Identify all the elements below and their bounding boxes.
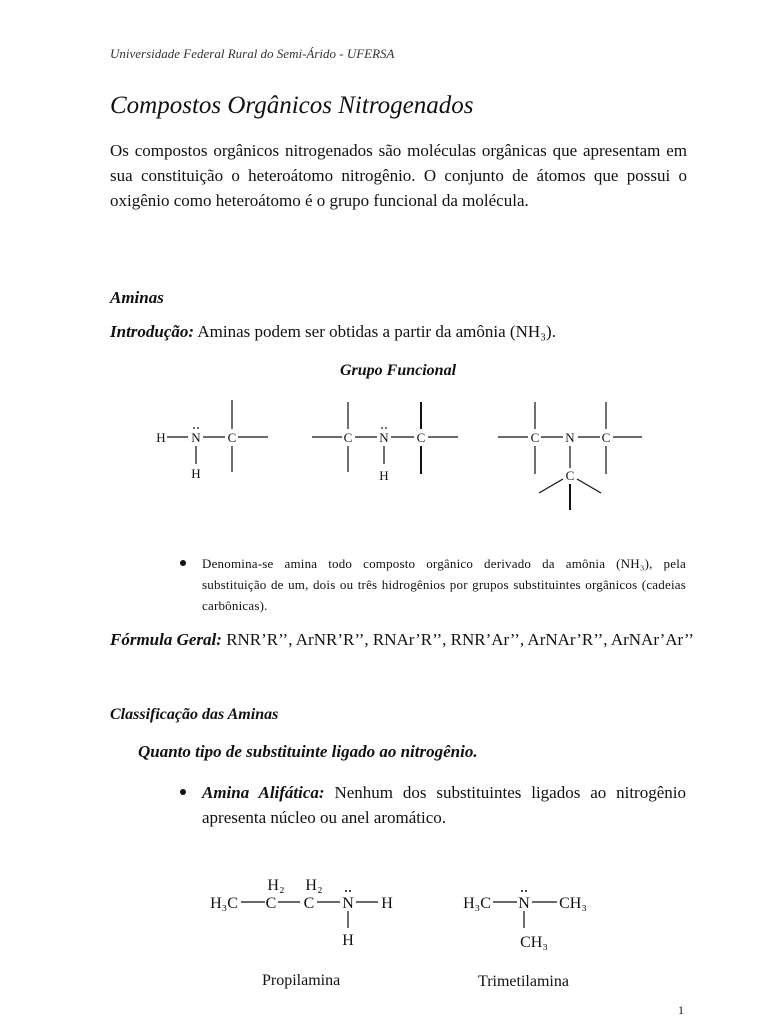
- formula-geral-label: Fórmula Geral:: [110, 630, 222, 649]
- formula-geral-text: RNR’R’’, ArNR’R’’, RNAr’R’’, RNR’Ar’’, ArNAr’R’’, ArNAr’Ar’’: [221, 630, 694, 649]
- atom-h3c: H₃C: [210, 895, 238, 912]
- page-number: 1: [678, 1003, 684, 1017]
- atom-c: C: [601, 430, 611, 445]
- atom-h2: H₂: [305, 877, 323, 894]
- atom-n: N: [379, 430, 389, 445]
- atom-h: H: [379, 468, 389, 483]
- formula-geral-line: [110, 630, 694, 650]
- page-title: Compostos Orgânicos Nitrogenados: [110, 92, 474, 119]
- introducao-text: Aminas podem ser obtidas a partir da amônia (NH₃).: [194, 322, 556, 341]
- amina-alifatica-text: [202, 780, 686, 830]
- running-header: Universidade Federal Rural do Semi-Árido - UFERSA: [110, 46, 395, 61]
- grupo-funcional-heading: Grupo Funcional: [339, 362, 457, 379]
- atom-n: N: [518, 895, 530, 912]
- intro-paragraph: Os compostos orgânicos nitrogenados são moléculas orgânicas que apresentam em sua constituição o heteroátomo nitrogênio. O conjunto de átomos que possui o oxigênio como heteroátomo é o grupo funcional da molécula.: [110, 141, 687, 210]
- atom-n: N: [342, 895, 354, 912]
- aliphatic-amine-structures: [0, 860, 768, 960]
- section-heading-classificacao: Classificação das Aminas: [110, 706, 279, 723]
- atom-h: H: [156, 430, 166, 445]
- introducao-label: Introdução:: [110, 322, 195, 341]
- caption-propilamina: Propilamina: [262, 972, 341, 989]
- amine-definition-text: Denomina-se amina todo composto orgânico derivado da amônia (NH₃), pela substituição de um, dois ou três hidrogênios por grupos substituintes orgânicos (cadeias carbônicas).: [202, 556, 686, 613]
- atom-h: H: [191, 466, 201, 481]
- atom-c: C: [565, 468, 575, 483]
- atom-ch3: CH₃: [520, 934, 548, 951]
- amina-alifatica-label: Amina Alifática:: [202, 783, 325, 802]
- atom-h: H: [342, 932, 354, 949]
- atom-n: N: [565, 430, 575, 445]
- bullet-dot: [180, 789, 186, 795]
- atom-c: C: [416, 430, 426, 445]
- section-heading-aminas: Aminas: [110, 288, 164, 307]
- atom-h: H: [381, 895, 393, 912]
- atom-c: C: [343, 430, 353, 445]
- atom-c: C: [303, 895, 315, 912]
- atom-ch3: CH₃: [559, 895, 587, 912]
- subheading-quanto-tipo: Quanto tipo de substituinte ligado ao nitrogênio.: [138, 742, 478, 761]
- atom-c: C: [530, 430, 540, 445]
- atom-n: N: [191, 430, 201, 445]
- atom-c: C: [265, 895, 277, 912]
- amina-alifatica-description: Nenhum dos substituintes ligados ao nitrogênio apresenta núcleo ou anel aromático.: [202, 783, 686, 827]
- atom-c: C: [227, 430, 237, 445]
- introducao-line: [110, 322, 556, 342]
- caption-trimetilamina: Trimetilamina: [478, 973, 569, 990]
- atom-h3c: H₃C: [463, 895, 491, 912]
- bullet-dot: [180, 560, 186, 566]
- atom-h2: H₂: [267, 877, 285, 894]
- functional-group-structures: [0, 390, 768, 520]
